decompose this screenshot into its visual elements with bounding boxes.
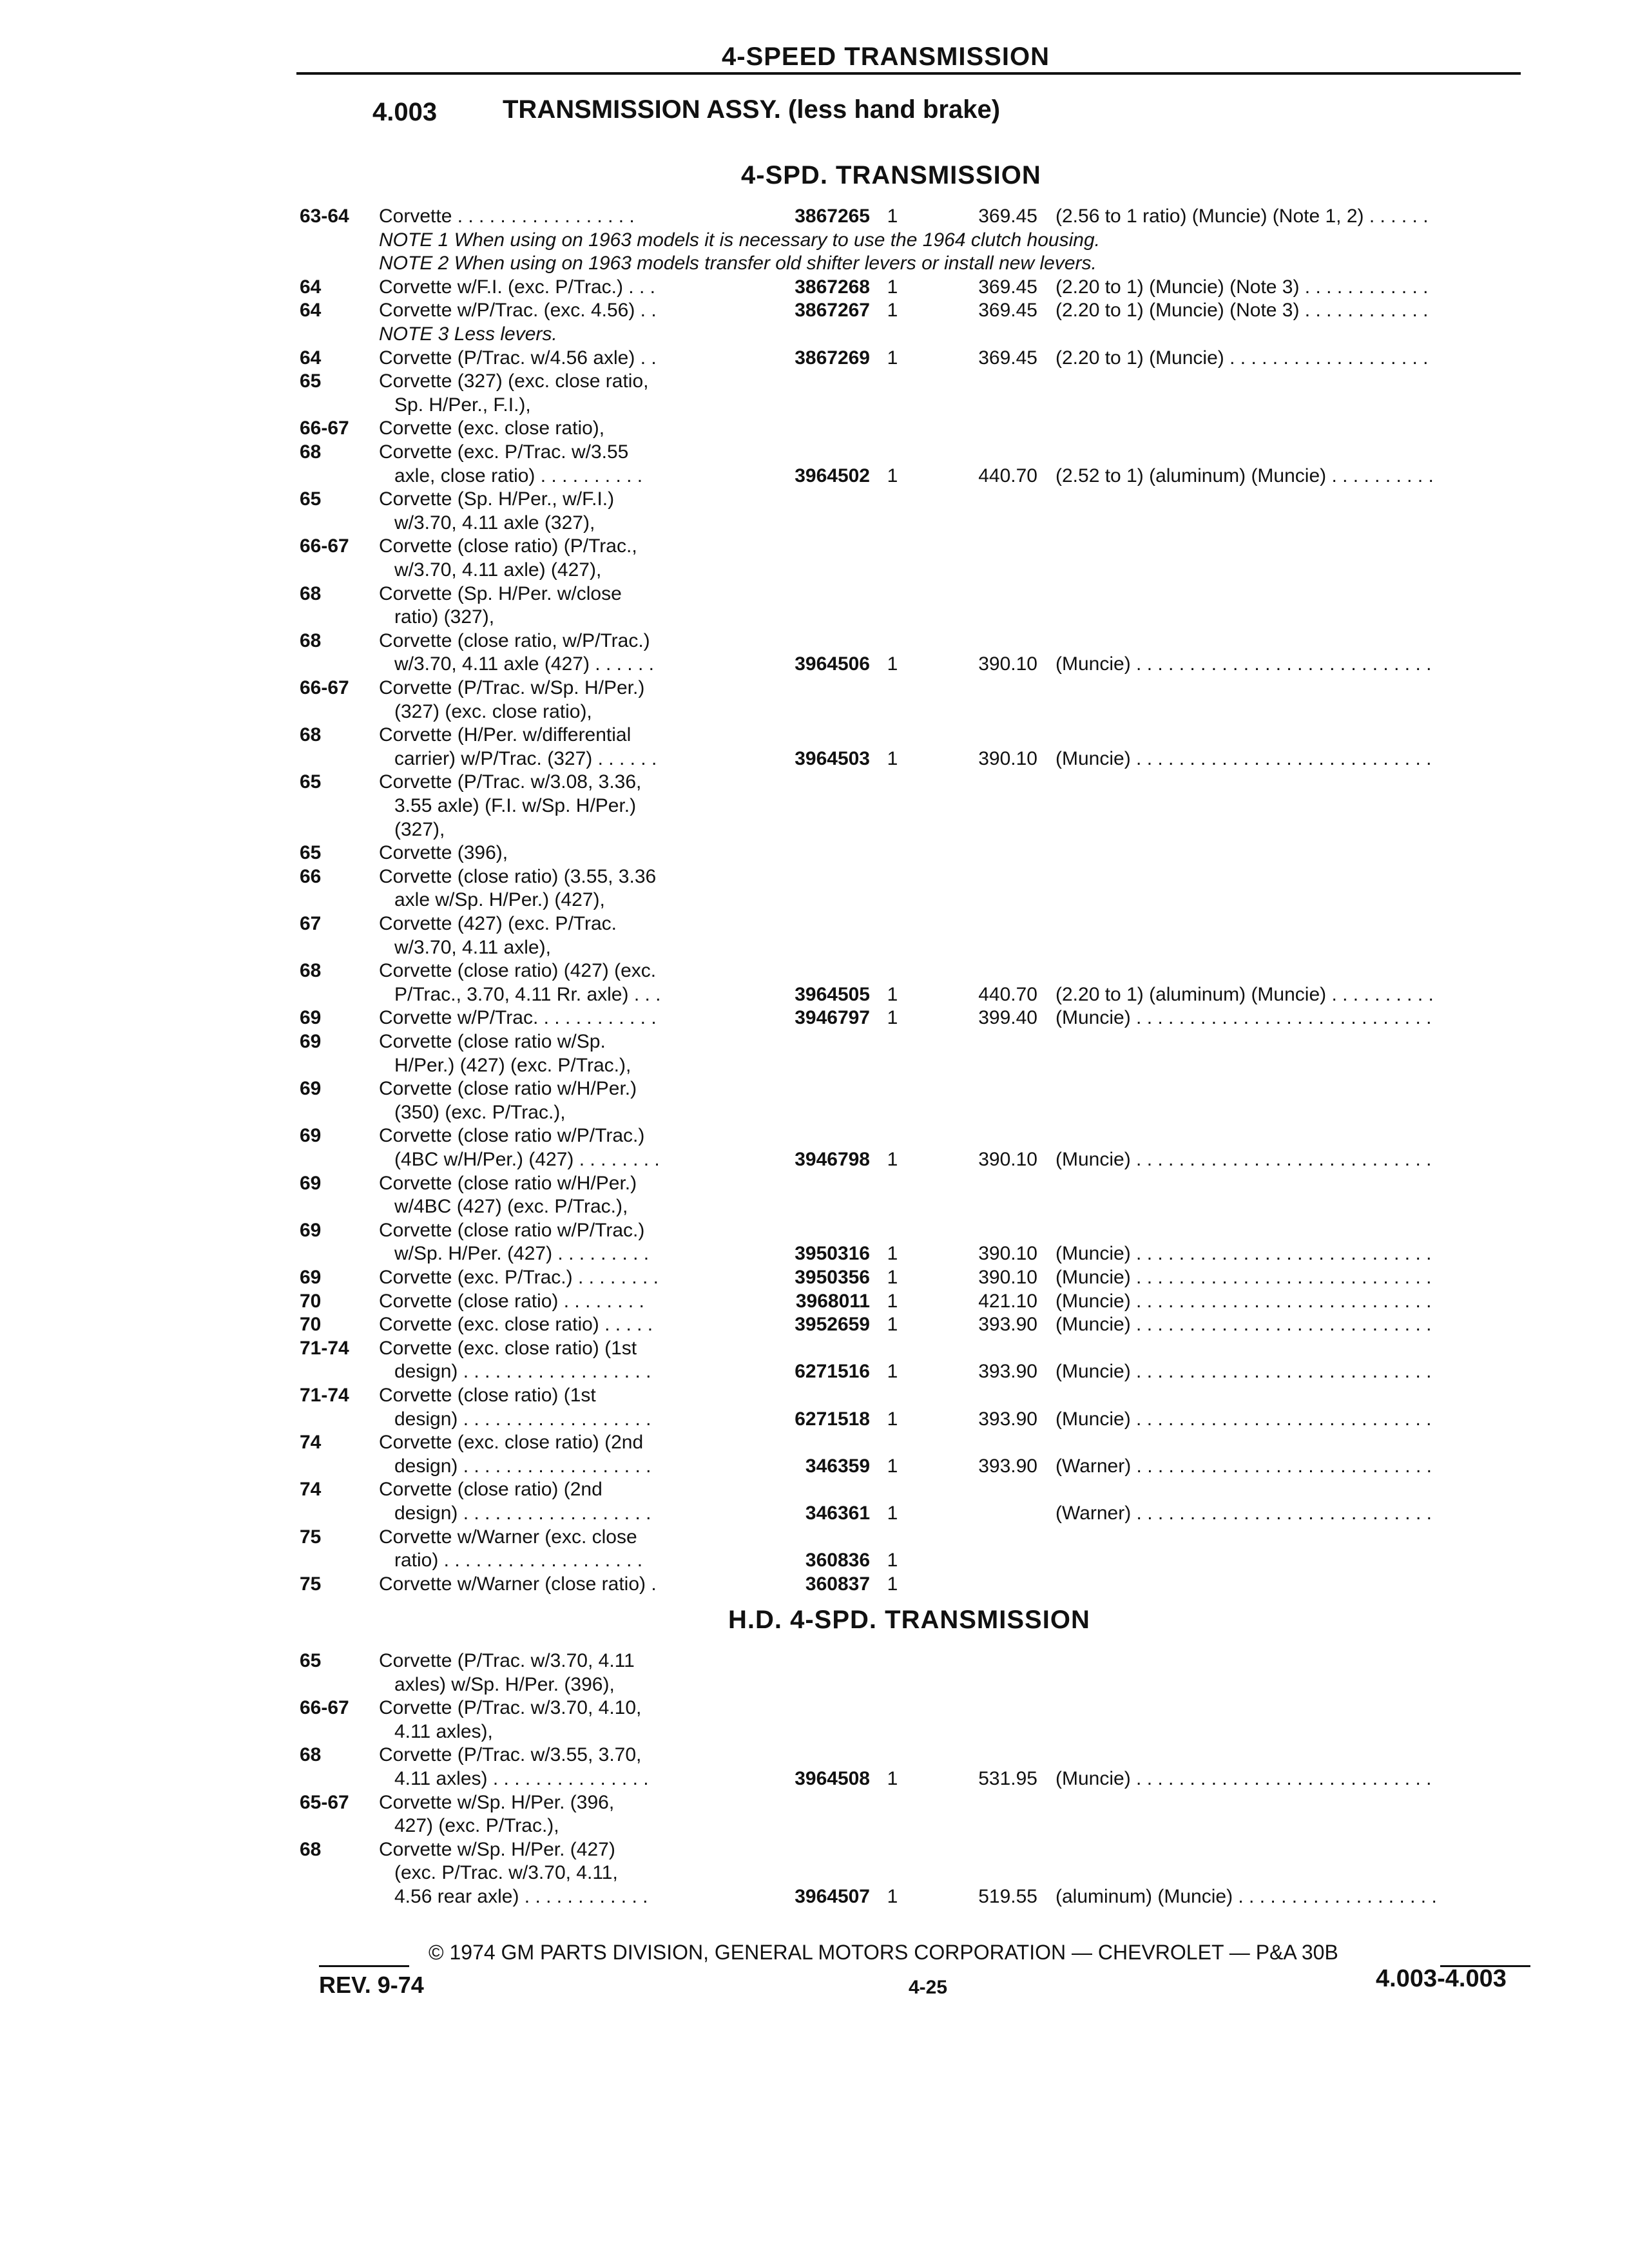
part-number: 3964505 (795, 983, 870, 1005)
list-price: 421.10 (978, 1290, 1037, 1312)
model-year: 68 (300, 1744, 322, 1766)
application-description: w/3.70, 4.11 axle), (394, 936, 551, 958)
model-year: 65 (300, 1650, 322, 1671)
part-number: 3964503 (795, 747, 870, 769)
section-title: 4-SPD. TRANSMISSION (741, 161, 1041, 189)
application-description: Corvette (P/Trac. w/3.55, 3.70, (379, 1744, 642, 1766)
group-title: TRANSMISSION ASSY. (less hand brake) (503, 95, 1001, 124)
remarks: (2.20 to 1) (aluminum) (Muncie) . . . . . . . . . . (1055, 983, 1434, 1005)
list-price: 519.55 (978, 1885, 1037, 1907)
model-year: 68 (300, 960, 322, 982)
revision-label: REV. 9-74 (319, 1972, 424, 1998)
remarks: (Muncie) . . . . . . . . . . . . . . . . . . . . . . . . . . . . (1055, 1007, 1432, 1029)
part-number: 3867269 (795, 347, 870, 369)
application-description: axle w/Sp. H/Per.) (427), (394, 889, 605, 911)
model-year: 69 (300, 1219, 322, 1241)
model-year: 71-74 (300, 1385, 349, 1406)
application-description: Corvette w/Sp. H/Per. (427) (379, 1838, 615, 1860)
table-row (0, 1696, 1629, 1744)
table-row (0, 1384, 1629, 1431)
model-year: 69 (300, 1007, 322, 1029)
model-year: 66-67 (300, 677, 349, 698)
model-year: 75 (300, 1573, 322, 1595)
table-row (0, 1219, 1629, 1266)
part-number: 346361 (805, 1502, 870, 1524)
application-description: Corvette (close ratio) (P/Trac., (379, 535, 637, 557)
table-row (0, 1478, 1629, 1525)
model-year: 74 (300, 1432, 322, 1454)
footnote: NOTE 1 When using on 1963 models it is necessary to use the 1964 clutch housing. (379, 229, 1100, 251)
page-number: 4-25 (909, 1977, 948, 1998)
quantity: 1 (887, 1007, 898, 1029)
application-description: Corvette w/P/Trac. (exc. 4.56) . . (379, 300, 657, 322)
quantity: 1 (887, 347, 898, 369)
model-year: 65 (300, 842, 322, 864)
quantity: 1 (887, 1885, 898, 1907)
part-number: 3867268 (795, 276, 870, 298)
application-description: Corvette w/Warner (close ratio) . (379, 1573, 657, 1595)
list-price: 393.90 (978, 1314, 1037, 1336)
application-description: 4.11 axles), (394, 1720, 493, 1742)
remarks: (Warner) . . . . . . . . . . . . . . . . . . . . . . . . . . . . (1055, 1502, 1432, 1524)
application-description: Corvette (427) (exc. P/Trac. (379, 913, 617, 934)
application-description: Corvette (close ratio w/H/Per.) (379, 1172, 637, 1194)
model-year: 65-67 (300, 1791, 349, 1813)
application-description: Corvette w/P/Trac. . . . . . . . . . . . (379, 1007, 657, 1029)
application-description: axle, close ratio) . . . . . . . . . . (394, 465, 643, 486)
model-year: 68 (300, 1838, 322, 1860)
running-head: 4-SPEED TRANSMISSION (722, 43, 1050, 71)
remarks: (Muncie) . . . . . . . . . . . . . . . . . . . . . . . . . . . . (1055, 653, 1432, 675)
remarks: (2.20 to 1) (Muncie) (Note 3) . . . . . . . . . . . . (1055, 300, 1429, 322)
list-price: 390.10 (978, 653, 1037, 675)
header-rule (296, 72, 1521, 75)
model-year: 69 (300, 1031, 322, 1052)
application-description: design) . . . . . . . . . . . . . . . . . . (394, 1408, 651, 1430)
table-row (0, 276, 1629, 300)
table-row (0, 1313, 1629, 1337)
remarks: (Muncie) . . . . . . . . . . . . . . . . . . . . . . . . . . . . (1055, 1314, 1432, 1336)
model-year: 66-67 (300, 535, 349, 557)
application-description: Sp. H/Per., F.I.), (394, 394, 531, 416)
part-number: 3867265 (795, 206, 870, 227)
remarks: (Muncie) . . . . . . . . . . . . . . . . . . . . . . . . . . . . (1055, 747, 1432, 769)
remarks: (Muncie) . . . . . . . . . . . . . . . . . . . . . . . . . . . . (1055, 1767, 1432, 1789)
application-description: ratio) . . . . . . . . . . . . . . . . . . . (394, 1550, 643, 1571)
remarks: (Muncie) . . . . . . . . . . . . . . . . . . . . . . . . . . . . (1055, 1361, 1432, 1383)
part-number: 3867267 (795, 300, 870, 322)
application-description: (4BC w/H/Per.) (427) . . . . . . . . (394, 1148, 660, 1170)
application-description: design) . . . . . . . . . . . . . . . . . . (394, 1455, 651, 1477)
table-row (0, 582, 1629, 629)
footer-rule-left (319, 1965, 409, 1967)
group-range: 4.003-4.003 (1376, 1965, 1507, 1992)
application-description: Corvette (327) (exc. close ratio, (379, 370, 649, 392)
list-price: 390.10 (978, 1243, 1037, 1265)
table-row (0, 1838, 1629, 1909)
quantity: 1 (887, 206, 898, 227)
model-year: 69 (300, 1125, 322, 1147)
table-row (0, 1431, 1629, 1478)
application-description: Corvette (exc. close ratio) (2nd (379, 1432, 644, 1454)
remarks: (2.56 to 1 ratio) (Muncie) (Note 1, 2) . . . . . . (1055, 206, 1429, 227)
application-description: carrier) w/P/Trac. (327) . . . . . . (394, 747, 657, 769)
footnote: NOTE 3 Less levers. (379, 323, 557, 345)
remarks: (Muncie) . . . . . . . . . . . . . . . . . . . . . . . . . . . . (1055, 1148, 1432, 1170)
part-number: 3950356 (795, 1267, 870, 1288)
quantity: 1 (887, 1502, 898, 1524)
table-row (0, 959, 1629, 1006)
quantity: 1 (887, 1573, 898, 1595)
application-description: 4.56 rear axle) . . . . . . . . . . . . (394, 1885, 648, 1907)
application-description: P/Trac., 3.70, 4.11 Rr. axle) . . . (394, 983, 661, 1005)
quantity: 1 (887, 300, 898, 322)
model-year: 65 (300, 370, 322, 392)
model-year: 74 (300, 1479, 322, 1501)
model-year: 68 (300, 724, 322, 746)
application-description: (exc. P/Trac. w/3.70, 4.11, (394, 1862, 618, 1884)
list-price: 369.45 (978, 300, 1037, 322)
quantity: 1 (887, 1290, 898, 1312)
table-row (0, 912, 1629, 959)
quantity: 1 (887, 1361, 898, 1383)
application-description: Corvette (exc. close ratio) . . . . . (379, 1314, 653, 1336)
quantity: 1 (887, 653, 898, 675)
table-row (0, 1791, 1629, 1838)
application-description: Corvette (exc. P/Trac. w/3.55 (379, 441, 629, 463)
quantity: 1 (887, 1767, 898, 1789)
model-year: 66 (300, 865, 322, 887)
model-year: 65 (300, 771, 322, 793)
list-price: 390.10 (978, 1148, 1037, 1170)
part-number: 346359 (805, 1455, 870, 1477)
application-description: axles) w/Sp. H/Per. (396), (394, 1673, 615, 1695)
part-number: 3964508 (795, 1767, 870, 1789)
copyright-line: © 1974 GM PARTS DIVISION, GENERAL MOTORS CORPORATION — CHEVROLET — P&A 30B (429, 1941, 1338, 1964)
list-price: 393.90 (978, 1408, 1037, 1430)
application-description: w/3.70, 4.11 axle (427) . . . . . . (394, 653, 654, 675)
model-year: 65 (300, 488, 322, 510)
quantity: 1 (887, 1267, 898, 1288)
application-description: Corvette (close ratio) (1st (379, 1385, 596, 1406)
part-number: 3952659 (795, 1314, 870, 1336)
application-description: Corvette (396), (379, 842, 508, 864)
model-year: 69 (300, 1172, 322, 1194)
application-description: Corvette (close ratio) (2nd (379, 1479, 602, 1501)
table-row (0, 841, 1629, 865)
application-description: Corvette w/Warner (exc. close (379, 1526, 637, 1548)
list-price: 369.45 (978, 206, 1037, 227)
list-price: 369.45 (978, 347, 1037, 369)
table-row (0, 1077, 1629, 1124)
table-row (0, 299, 1629, 323)
quantity: 1 (887, 276, 898, 298)
part-number: 3964507 (795, 1885, 870, 1907)
application-description: w/3.70, 4.11 axle) (427), (394, 559, 602, 581)
application-description: Corvette (P/Trac. w/4.56 axle) . . (379, 347, 657, 369)
model-year: 66-67 (300, 418, 349, 439)
quantity: 1 (887, 1408, 898, 1430)
table-row (0, 1124, 1629, 1171)
model-year: 69 (300, 1267, 322, 1288)
application-description: Corvette (P/Trac. w/3.70, 4.10, (379, 1697, 642, 1719)
application-description: Corvette (P/Trac. w/3.08, 3.36, (379, 771, 642, 793)
remarks: (2.52 to 1) (aluminum) (Muncie) . . . . . . . . . . (1055, 465, 1434, 486)
application-description: Corvette w/F.I. (exc. P/Trac.) . . . (379, 276, 655, 298)
table-row (0, 1337, 1629, 1384)
table-row (0, 724, 1629, 771)
model-year: 66-67 (300, 1697, 349, 1719)
application-description: (350) (exc. P/Trac.), (394, 1101, 566, 1123)
application-description: design) . . . . . . . . . . . . . . . . . . (394, 1502, 651, 1524)
model-year: 70 (300, 1290, 322, 1312)
application-description: w/3.70, 4.11 axle (327), (394, 512, 595, 533)
table-row (0, 1744, 1629, 1791)
table-row (0, 1649, 1629, 1696)
list-price: 369.45 (978, 276, 1037, 298)
application-description: Corvette . . . . . . . . . . . . . . . . . (379, 206, 635, 227)
list-price: 399.40 (978, 1007, 1037, 1029)
part-number: 3964506 (795, 653, 870, 675)
remarks: (Muncie) . . . . . . . . . . . . . . . . . . . . . . . . . . . . (1055, 1243, 1432, 1265)
group-number: 4.003 (372, 98, 438, 126)
model-year: 68 (300, 441, 322, 463)
application-description: 4.11 axles) . . . . . . . . . . . . . . . (394, 1767, 649, 1789)
model-year: 64 (300, 347, 322, 369)
quantity: 1 (887, 1455, 898, 1477)
application-description: Corvette (close ratio w/P/Trac.) (379, 1219, 645, 1241)
table-row (0, 347, 1629, 370)
model-year: 68 (300, 582, 322, 604)
application-description: Corvette (P/Trac. w/3.70, 4.11 (379, 1650, 635, 1671)
footnote: NOTE 2 When using on 1963 models transfer old shifter levers or install new levers. (379, 253, 1097, 274)
application-description: Corvette (exc. close ratio), (379, 418, 605, 439)
application-description: Corvette (close ratio) (3.55, 3.36 (379, 865, 657, 887)
application-description: Corvette (Sp. H/Per., w/F.I.) (379, 488, 615, 510)
table-row (0, 488, 1629, 535)
model-year: 70 (300, 1314, 322, 1336)
part-number: 6271518 (795, 1408, 870, 1430)
application-description: 3.55 axle) (F.I. w/Sp. H/Per.) (394, 794, 637, 816)
application-description: Corvette (close ratio, w/P/Trac.) (379, 629, 650, 651)
model-year: 64 (300, 300, 322, 322)
model-year: 67 (300, 913, 322, 934)
application-description: Corvette (close ratio w/H/Per.) (379, 1078, 637, 1100)
quantity: 1 (887, 747, 898, 769)
part-number: 360836 (805, 1550, 870, 1571)
application-description: Corvette (close ratio) . . . . . . . . (379, 1290, 644, 1312)
quantity: 1 (887, 465, 898, 486)
application-description: Corvette (close ratio w/Sp. (379, 1031, 606, 1052)
list-price: 531.95 (978, 1767, 1037, 1789)
table-row (0, 629, 1629, 677)
application-description: w/4BC (427) (exc. P/Trac.), (394, 1196, 628, 1218)
application-description: Corvette (P/Trac. w/Sp. H/Per.) (379, 677, 645, 698)
model-year: 69 (300, 1078, 322, 1100)
list-price: 440.70 (978, 465, 1037, 486)
model-year: 71-74 (300, 1337, 349, 1359)
table-row (0, 1573, 1629, 1597)
quantity: 1 (887, 1148, 898, 1170)
table-row (0, 1266, 1629, 1290)
part-number: 3968011 (795, 1290, 870, 1312)
application-description: w/Sp. H/Per. (427) . . . . . . . . . (394, 1243, 650, 1265)
application-description: 427) (exc. P/Trac.), (394, 1815, 559, 1837)
application-description: Corvette (Sp. H/Per. w/close (379, 582, 622, 604)
application-description: ratio) (327), (394, 606, 495, 628)
remarks: (Muncie) . . . . . . . . . . . . . . . . . . . . . . . . . . . . (1055, 1267, 1432, 1288)
application-description: Corvette (exc. close ratio) (1st (379, 1337, 637, 1359)
table-row (0, 205, 1629, 229)
quantity: 1 (887, 1550, 898, 1571)
application-description: (327) (exc. close ratio), (394, 700, 592, 722)
table-row (0, 1172, 1629, 1219)
part-number: 6271516 (795, 1361, 870, 1383)
remarks: (Warner) . . . . . . . . . . . . . . . . . . . . . . . . . . . . (1055, 1455, 1432, 1477)
part-number: 3946798 (795, 1148, 870, 1170)
list-price: 440.70 (978, 983, 1037, 1005)
application-description: Corvette (close ratio w/P/Trac.) (379, 1125, 645, 1147)
part-number: 3964502 (795, 465, 870, 486)
remarks: (2.20 to 1) (Muncie) . . . . . . . . . . . . . . . . . . . (1055, 347, 1429, 369)
application-description: (327), (394, 818, 445, 840)
list-price: 393.90 (978, 1361, 1037, 1383)
application-description: design) . . . . . . . . . . . . . . . . . . (394, 1361, 651, 1383)
quantity: 1 (887, 1314, 898, 1336)
section-title: H.D. 4-SPD. TRANSMISSION (728, 1606, 1090, 1634)
remarks: (Muncie) . . . . . . . . . . . . . . . . . . . . . . . . . . . . (1055, 1290, 1432, 1312)
table-row (0, 1030, 1629, 1077)
table-row (0, 417, 1629, 441)
table-row (0, 370, 1629, 417)
quantity: 1 (887, 983, 898, 1005)
table-row (0, 677, 1629, 724)
application-description: Corvette (close ratio) (427) (exc. (379, 960, 657, 982)
application-description: Corvette (H/Per. w/differential (379, 724, 631, 746)
list-price: 390.10 (978, 1267, 1037, 1288)
table-row (0, 441, 1629, 488)
quantity: 1 (887, 1243, 898, 1265)
model-year: 75 (300, 1526, 322, 1548)
table-row (0, 771, 1629, 841)
table-row (0, 535, 1629, 582)
list-price: 390.10 (978, 747, 1037, 769)
table-row (0, 865, 1629, 912)
list-price: 393.90 (978, 1455, 1037, 1477)
application-description: Corvette w/Sp. H/Per. (396, (379, 1791, 615, 1813)
remarks: (Muncie) . . . . . . . . . . . . . . . . . . . . . . . . . . . . (1055, 1408, 1432, 1430)
model-year: 68 (300, 629, 322, 651)
application-description: H/Per.) (427) (exc. P/Trac.), (394, 1054, 631, 1076)
application-description: Corvette (exc. P/Trac.) . . . . . . . . (379, 1267, 659, 1288)
part-number: 3950316 (795, 1243, 870, 1265)
table-row (0, 1526, 1629, 1573)
remarks: (aluminum) (Muncie) . . . . . . . . . . . . . . . . . . . (1055, 1885, 1437, 1907)
model-year: 63-64 (300, 206, 349, 227)
table-row (0, 1006, 1629, 1030)
remarks: (2.20 to 1) (Muncie) (Note 3) . . . . . . . . . . . . (1055, 276, 1429, 298)
model-year: 64 (300, 276, 322, 298)
table-row (0, 1290, 1629, 1314)
part-number: 3946797 (795, 1007, 870, 1029)
part-number: 360837 (805, 1573, 870, 1595)
